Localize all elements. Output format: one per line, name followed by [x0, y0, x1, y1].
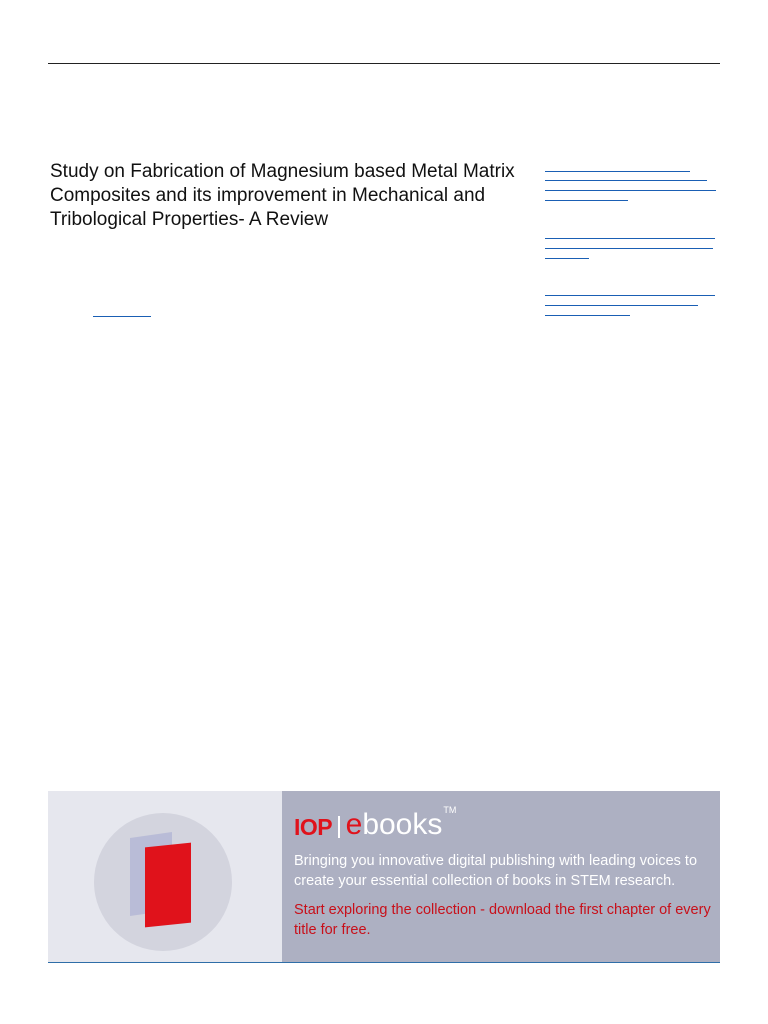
logo-iop: IOP: [294, 814, 333, 840]
related-article-link[interactable]: [545, 295, 715, 296]
banner-tagline: Bringing you innovative digital publishing with leading voices to create your essential collection of books in STEM research.: [294, 853, 698, 889]
related-article-link[interactable]: [545, 171, 690, 172]
related-article-link[interactable]: [545, 238, 715, 239]
logo-tm: TM: [443, 805, 457, 815]
related-article-link[interactable]: [545, 180, 707, 181]
related-article-link[interactable]: [545, 258, 589, 259]
author-link[interactable]: [93, 316, 151, 317]
logo-e: e: [345, 808, 363, 841]
logo-divider: [338, 816, 340, 838]
banner-illustration: [48, 791, 282, 962]
related-article-link[interactable]: [545, 200, 628, 201]
banner-cta[interactable]: Start exploring the collection - download the first chapter of every title for free.: [294, 902, 711, 938]
header-rule: [48, 63, 720, 64]
related-article-link[interactable]: [545, 315, 630, 316]
iop-ebooks-banner[interactable]: [48, 791, 720, 963]
iop-ebooks-logo: [294, 805, 456, 839]
related-article-link[interactable]: [545, 248, 713, 249]
logo-books: books: [362, 808, 443, 841]
book-front-page: [145, 843, 191, 928]
related-article-link[interactable]: [545, 190, 716, 191]
banner-content: [282, 791, 720, 962]
related-article-link[interactable]: [545, 305, 698, 306]
article-title: Study on Fabrication of Magnesium based Metal Matrix Composites and its improvement in Mechanical and Tribological Properties- A Review: [50, 161, 515, 230]
